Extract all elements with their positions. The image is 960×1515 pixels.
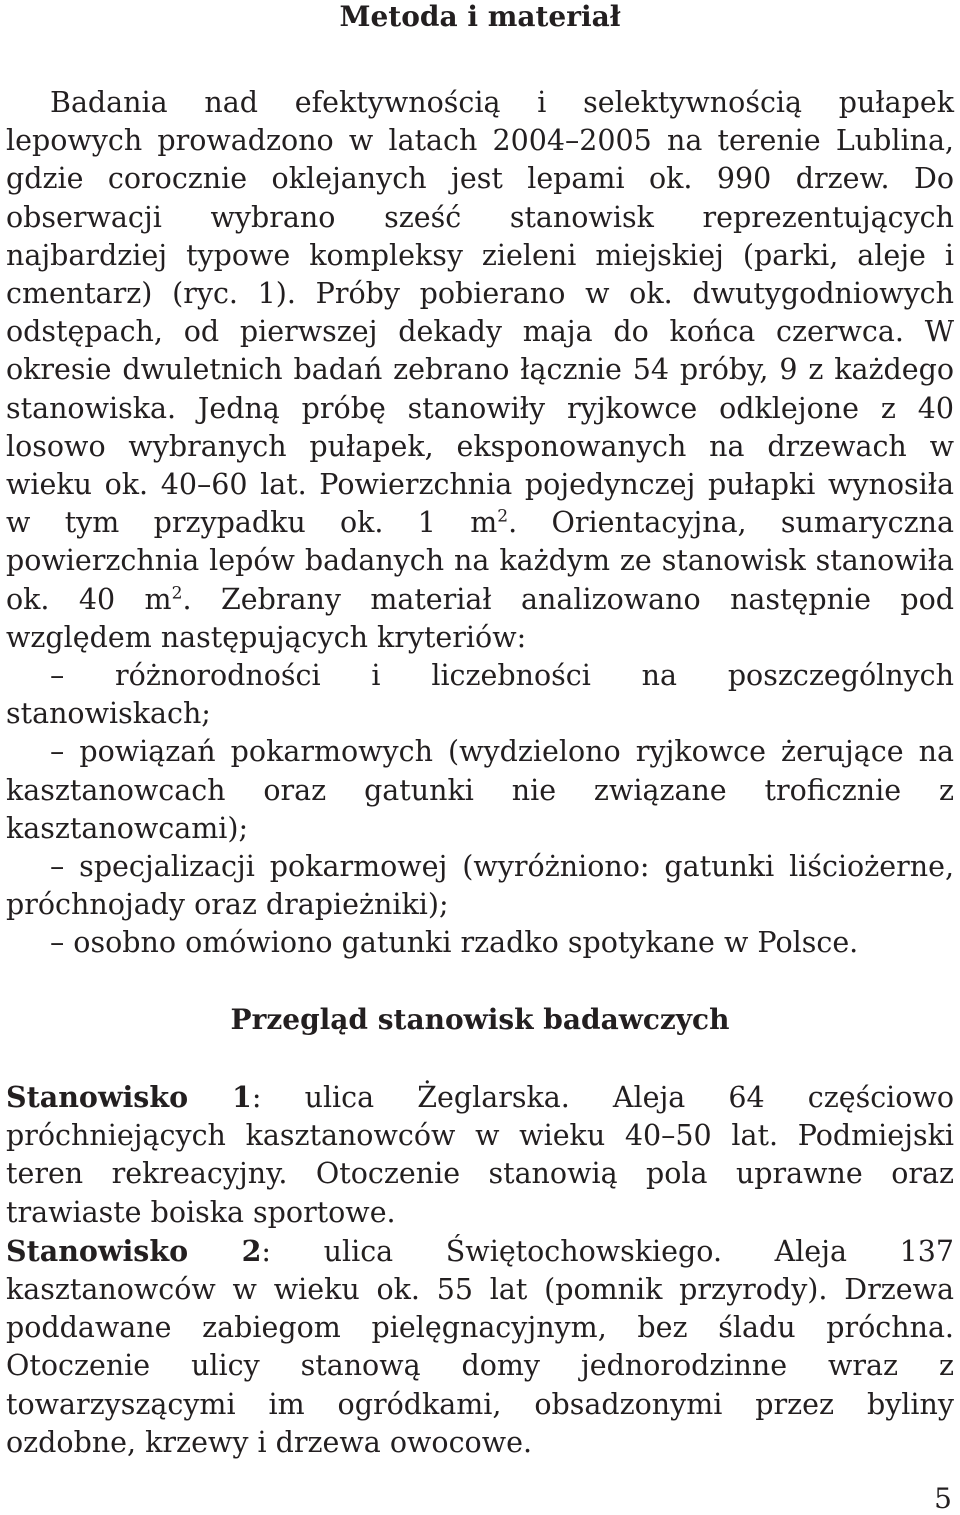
methods-text-c: . Zebrany materiał analizowano następnie pod względem następujących kryteriów: <box>6 582 954 654</box>
criteria-list-item: – różnorodności i liczebności na poszczególnych stanowiskach; <box>6 659 954 731</box>
criteria-list-item: – powiązań pokarmowych (wydzielono ryjkowce żerujące na kasztanowcach oraz gatunki nie związane troficznie z kasztanowcami); <box>6 735 954 845</box>
criteria-list-item: – specjalizacji pokarmowej (wyróżniono: gatunki liściożerne, próchnojady oraz drapieżniki); <box>6 850 954 922</box>
site-1-paragraph <box>6 1078 954 1232</box>
site-1-label: Stanowisko 1 <box>6 1080 252 1114</box>
methods-text-b: . Orientacyjna, sumaryczna powierzchnia lepów badanych na każdym ze stanowisk stanowiła ok. 40 m <box>6 506 954 616</box>
superscript-squared: 2 <box>171 583 183 604</box>
page-number: 5 <box>934 1482 952 1515</box>
superscript-squared: 2 <box>497 506 509 527</box>
section-heading-sites: Przegląd stanowisk badawczych <box>230 1003 730 1036</box>
methods-paragraph <box>6 84 954 657</box>
section-heading-methods: Metoda i materiał <box>339 0 621 33</box>
criteria-list-item: – osobno omówiono gatunki rzadko spotykane w Polsce. <box>50 926 859 960</box>
site-2-text: : ulica Świętochowskiego. Aleja 137 kasztanowców w wieku ok. 55 lat (pomnik przyrody). Drzewa poddawane zabiegom pielęgnacyjnym, bez śladu próchna. Otoczenie ulicy stanową domy jednorodzinne wraz z towarzyszącymi im ogródkami, obsadzonymi przez byliny ozdobne, krzewy i drzewa owocowe. <box>6 1234 955 1459</box>
site-1-text: : ulica Żeglarska. Aleja 64 częściowo próchniejących kasztanowców w wieku 40–50 lat. Podmiejski teren rekreacyjny. Otoczenie stanowią pola uprawne oraz trawiaste boiska sportowe. <box>6 1081 954 1229</box>
sites-section-body <box>6 1078 954 1462</box>
site-2-label: Stanowisko 2 <box>6 1233 262 1268</box>
methods-text-a: Badania nad efektywnością i selektywnością pułapek lepowych prowadzono w latach 2004–2005 na terenie Lublina, gdzie corocznie oklejanych jest lepami ok. 990 drzew. Do obserwacji wybrano sześć stanowisk reprezentujących najbardziej typowe kompleksy zieleni miejskiej (parki, aleje i cmentarz) (ryc. 1). Próby pobierano w ok. dwutygodniowych odstępach, od pierwszej dekady maja do końca czerwca. W okresie dwuletnich badań zebrano łącznie 54 próby, 9 z każdego stanowiska. Jedną próbę stanowiły ryjkowce odklejone z 40 losowo wybranych pułapek, eksponowanych na drzewach w wieku ok. 40–60 lat. Powierzchnia pojedynczej pułapki wynosiła w tym przypadku ok. 1 m <box>6 86 954 540</box>
site-2-paragraph <box>6 1232 954 1462</box>
methods-section-body <box>6 84 954 963</box>
